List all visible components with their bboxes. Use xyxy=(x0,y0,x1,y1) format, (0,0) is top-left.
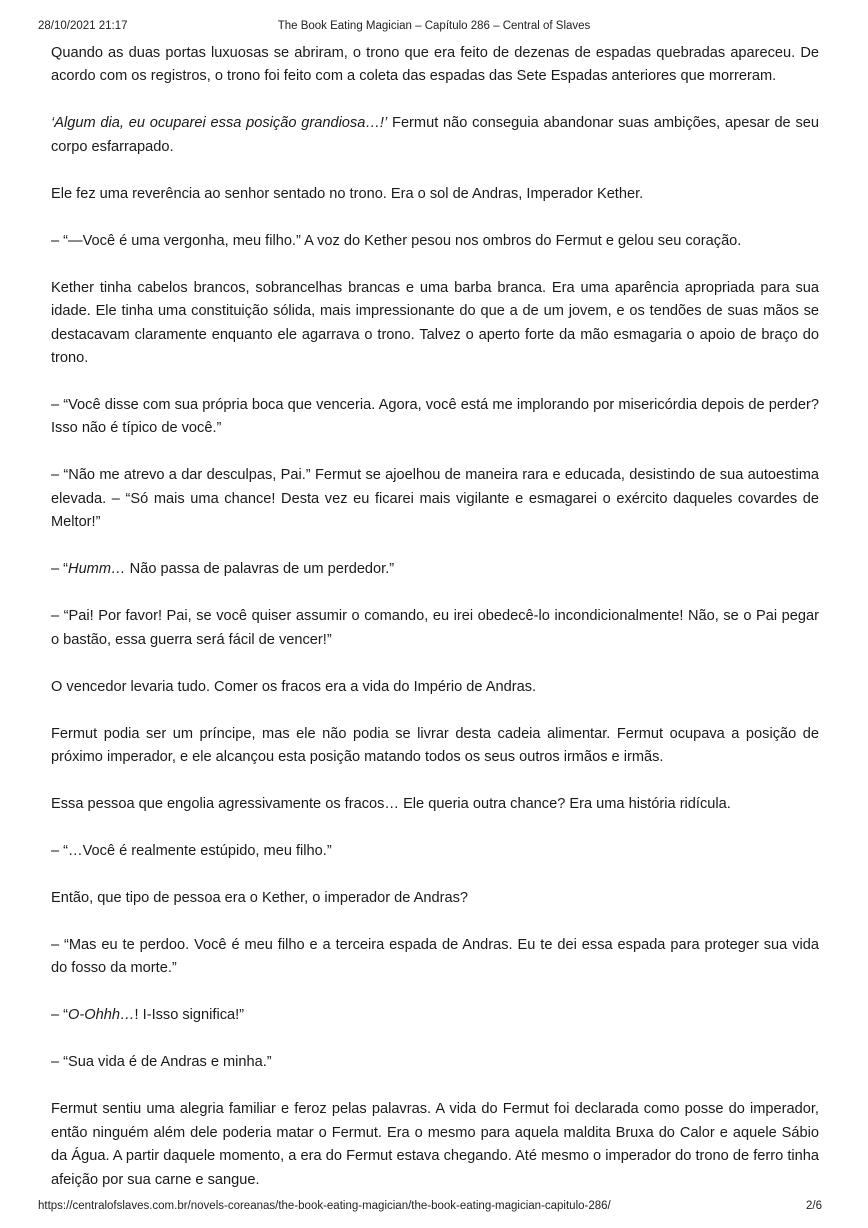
paragraph: – “Sua vida é de Andras e minha.” xyxy=(51,1054,272,1071)
document-title: The Book Eating Magician – Capítulo 286 – Central of Slaves xyxy=(277,20,591,32)
page-url: https://centralofslaves.com.br/novels-coreanas/the-book-eating-magician/the-book-eating-magician-capitulo-286/ xyxy=(38,1200,611,1212)
paragraph: Fermut podia ser um príncipe, mas ele não podia se livrar desta cadeia alimentar. Fermut ocupava a posição de próximo imperador, e ele alcançou esta posição matando todos os seus outros irmãos e irmãs. xyxy=(51,725,819,766)
paragraph: Essa pessoa que engolia agressivamente os fracos… Ele queria outra chance? Era uma história ridícula. xyxy=(51,796,731,813)
paragraph: – “Não me atrevo a dar desculpas, Pai.” Fermut se ajoelhou de maneira rara e educada, desistindo de sua autoestima elevada. – “Só mais uma chance! Desta vez eu ficarei mais vigilante e esmagarei o exército daqueles covardes de Meltor!” xyxy=(51,467,819,531)
paragraph: – “Você disse com sua própria boca que venceria. Agora, você está me implorando por misericórdia depois de perder? Isso não é típico de você.” xyxy=(51,397,819,437)
paragraph: Quando as duas portas luxuosas se abriram, o trono que era feito de dezenas de espadas quebradas apareceu. De acordo com os registros, o trono foi feito com a coleta das espadas das Sete Espadas anteriores que morreram. xyxy=(51,45,819,85)
print-header xyxy=(38,20,830,36)
paragraph: ‘Algum dia, eu ocuparei essa posição grandiosa…!’ Fermut não conseguia abandonar suas ambições, apesar de seu corpo esfarrapado. xyxy=(51,115,819,155)
paragraph: Fermut sentiu uma alegria familiar e feroz pelas palavras. A vida do Fermut foi declarada como posse do imperador, então ninguém além dele poderia matar o Fermut. Era o mesmo para aquela maldita Bruxa do Calor e aquele Sábio da Água. A partir daquele momento, a era do Fermut estava chegando. Até mesmo o imperador do trono de ferro tinha afeição por sua carne e sangue. xyxy=(51,1101,819,1188)
paragraph: Ele fez uma reverência ao senhor sentado no trono. Era o sol de Andras, Imperador Kether. xyxy=(51,185,644,202)
paragraph: – “—Você é uma vergonha, meu filho.” A voz do Kether pesou nos ombros do Fermut e gelou seu coração. xyxy=(51,232,742,249)
print-footer xyxy=(38,1200,830,1216)
paragraph: Kether tinha cabelos brancos, sobrancelhas brancas e uma barba branca. Era uma aparência apropriada para sua idade. Ele tinha uma constituição sólida, mais impressionante do que a de um jovem, e os tendões de suas mãos se destacavam claramente enquanto ele agarrava o trono. Talvez o aperto forte da mão esmagaria o apoio de braço do trono. xyxy=(51,279,819,367)
paragraph: Então, que tipo de pessoa era o Kether, o imperador de Andras? xyxy=(51,890,469,907)
paragraph: – “O-Ohhh…! I-Isso significa!” xyxy=(51,1007,245,1024)
paragraph: – “Pai! Por favor! Pai, se você quiser assumir o comando, eu irei obedecê-lo incondicionalmente! Não, se o Pai pegar o bastão, essa guerra será fácil de vencer!” xyxy=(51,608,819,648)
paragraph: O vencedor levaria tudo. Comer os fracos era a vida do Império de Andras. xyxy=(51,678,537,695)
paragraph: – “Humm… Não passa de palavras de um perdedor.” xyxy=(51,561,395,578)
page-number: 2/6 xyxy=(806,1200,822,1212)
paragraph: – “Mas eu te perdoo. Você é meu filho e a terceira espada de Andras. Eu te dei essa espada para proteger sua vida do fosso da morte.” xyxy=(51,937,819,977)
paragraph: – “…Você é realmente estúpido, meu filho.” xyxy=(51,843,332,860)
print-datetime: 28/10/2021 21:17 xyxy=(38,20,128,32)
chapter-text xyxy=(51,42,819,1192)
